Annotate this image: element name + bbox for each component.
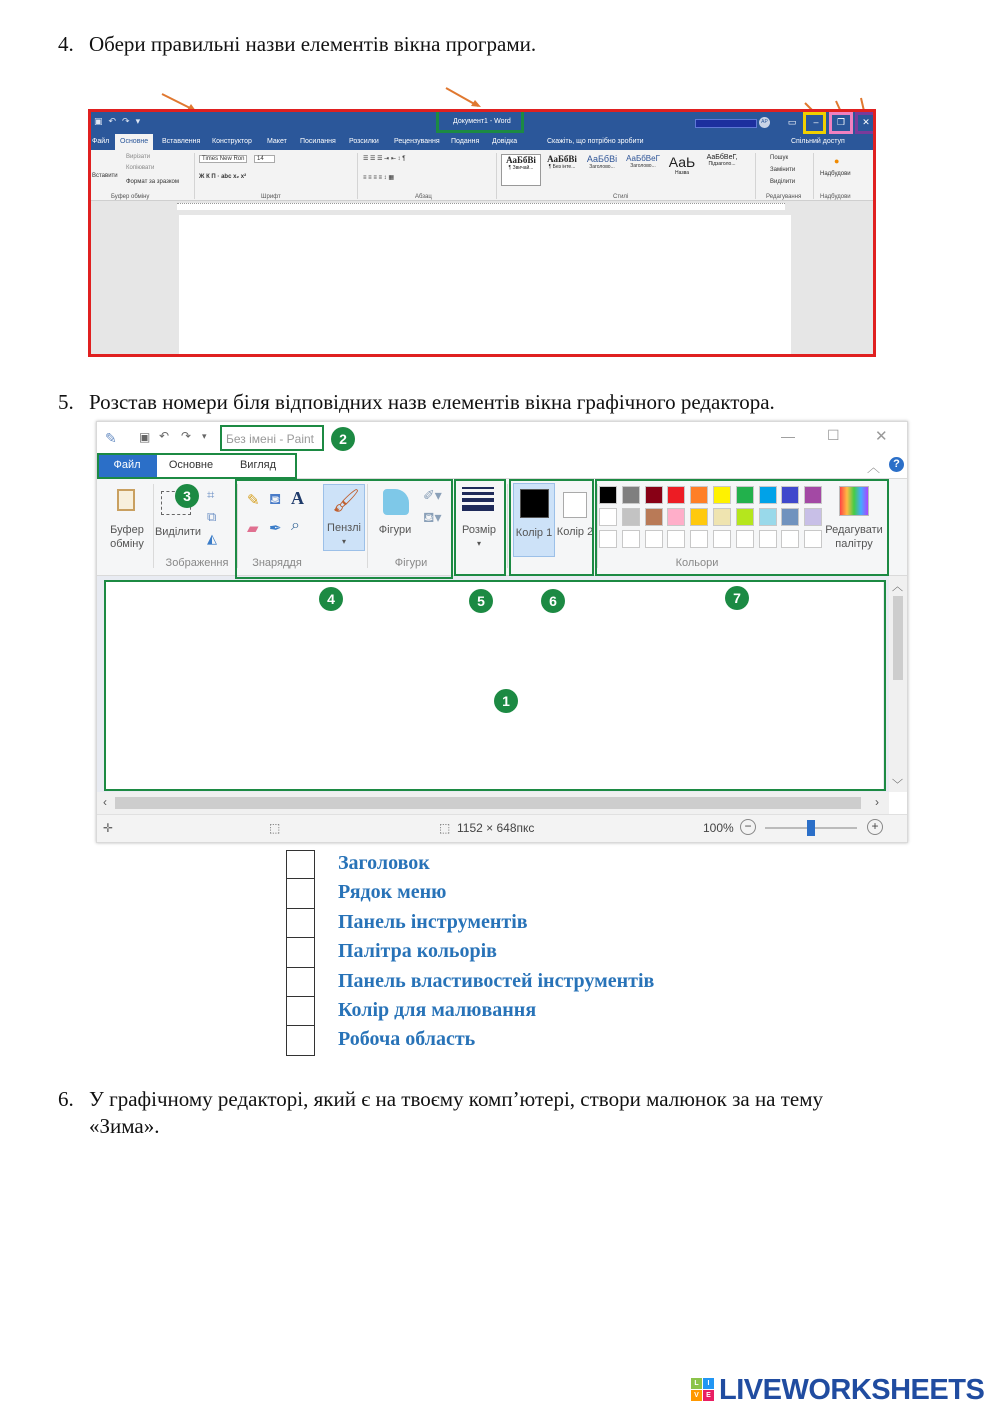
- paste-button[interactable]: Вставити: [92, 173, 118, 179]
- resize-icon[interactable]: ⧉: [207, 509, 217, 524]
- vertical-scrollbar[interactable]: ︿ ﹀: [889, 576, 907, 792]
- addins-button[interactable]: Надбудови: [820, 171, 851, 177]
- fill-shape-icon[interactable]: ⛾▾: [423, 509, 442, 525]
- avatar: AP: [759, 117, 770, 128]
- style-no-spacing[interactable]: АаБбВі ¶ Без інте...: [547, 154, 577, 170]
- fill-icon[interactable]: ⛾: [269, 491, 282, 508]
- select-button[interactable]: Виділити: [154, 526, 202, 538]
- find-button[interactable]: Пошук: [770, 155, 789, 161]
- align-buttons[interactable]: ≡ ≡ ≡ ≡ ↕ ▦: [363, 175, 395, 181]
- answer-label: Панель властивостей інструментів: [338, 969, 655, 992]
- question-number: 4.: [58, 32, 74, 56]
- answer-label: Панель інструментів: [338, 910, 528, 933]
- answer-input[interactable]: [286, 879, 315, 908]
- question-text: Обери правильні назви елементів вікна програми.: [89, 32, 537, 56]
- zoom-thumb[interactable]: [807, 820, 815, 836]
- paint-window-screenshot: [96, 421, 908, 843]
- undo-icon[interactable]: ↶: [159, 429, 170, 443]
- cut-button[interactable]: Вирізати: [126, 154, 151, 160]
- zoom-in-button[interactable]: +: [867, 819, 883, 835]
- word-ribbon: [91, 150, 873, 201]
- shapes-button[interactable]: Фігури: [378, 524, 412, 536]
- highlight-tools: [235, 479, 453, 579]
- badge-2: 2: [331, 427, 355, 451]
- menu-home[interactable]: Основне: [115, 134, 153, 150]
- logo-text: LIVEWORKSHEETS: [719, 1374, 985, 1406]
- restore-highlight: [829, 112, 853, 134]
- logo-cubes-icon: L I V E: [691, 1378, 715, 1402]
- answer-label: Палітра кольорів: [338, 940, 497, 963]
- answer-label: Колір для малювання: [338, 998, 537, 1021]
- answer-label: Заголовок: [338, 852, 430, 874]
- tools-group-label: Знаряддя: [252, 557, 302, 569]
- question-number: 6.: [58, 1087, 74, 1111]
- badge-5: 5: [469, 589, 493, 613]
- size-button[interactable]: Розмір: [461, 524, 496, 536]
- font-group-label: Шрифт: [261, 194, 281, 200]
- zoom-out-button[interactable]: −: [740, 819, 756, 835]
- menu-references[interactable]: Посилання: [300, 138, 336, 145]
- zoom-slider[interactable]: [765, 827, 857, 829]
- word-ruler: [91, 201, 873, 211]
- answer-input[interactable]: [286, 938, 315, 967]
- color2-button[interactable]: Колір 2: [555, 483, 595, 555]
- help-icon[interactable]: ?: [889, 457, 904, 472]
- font-size-box[interactable]: 14: [254, 155, 275, 163]
- menu-layout[interactable]: Макет: [267, 138, 287, 145]
- addins-group-label: Надбудови: [820, 194, 851, 200]
- paint-ribbon: Буфер обміну Виділити ⌗ ⧉ ◭ Зображення ✎ ⛾ A ▰ ✒ ⌕ Знаряддя 🖌 Пензлі ▾ Фігури ✐▾ ⛾▾ Фігури Розмір ▾ Колір 1 Колір 2 Редагувати палітру Кольори: [97, 479, 907, 576]
- question-text: Розстав номери біля відповідних назв елементів вікна графічного редактора.: [89, 390, 775, 414]
- menu-mailings[interactable]: Розсилки: [349, 138, 379, 145]
- status-bar: [97, 814, 907, 843]
- rotate-icon[interactable]: ◭: [207, 531, 217, 546]
- replace-button[interactable]: Замінити: [770, 167, 796, 173]
- tab-home[interactable]: Основне: [168, 459, 214, 471]
- badge-4: 4: [319, 587, 343, 611]
- paint-app-icon: ✎: [105, 430, 117, 446]
- cursor-position-icon: ✛: [103, 821, 114, 835]
- clipboard-icon: [117, 489, 135, 511]
- styles-group-label: Стилі: [613, 194, 629, 200]
- menu-file[interactable]: Файл: [92, 138, 110, 145]
- badge-7: 7: [725, 586, 749, 610]
- close-button[interactable]: ✕: [862, 117, 870, 127]
- highlight-canvas: [104, 580, 886, 791]
- title-highlight: [436, 109, 524, 133]
- badge-3: 3: [175, 484, 199, 508]
- edit-palette-button[interactable]: Редагувати палітру: [825, 524, 883, 550]
- image-group-label: Зображення: [165, 557, 229, 569]
- badge-1: 1: [494, 689, 518, 713]
- highlight-menu: [97, 453, 297, 479]
- arrow-icon: [444, 86, 484, 110]
- maximize-button[interactable]: ☐: [827, 427, 840, 443]
- style-heading1[interactable]: АаБбВі Заголово...: [586, 154, 618, 170]
- outline-icon[interactable]: ✐▾: [423, 487, 442, 503]
- answer-input[interactable]: [286, 909, 315, 938]
- question-text: У графічному редакторі, який є на твоєму комп’ютері, створи малюнок за на тему: [89, 1087, 824, 1111]
- palette-group-label: Кольори: [675, 557, 719, 569]
- select-button[interactable]: Виділити: [770, 179, 796, 185]
- eraser-icon[interactable]: ▰: [247, 520, 259, 537]
- brush-icon: 🖌: [332, 488, 360, 513]
- clipboard-button[interactable]: Буфер обміну: [110, 524, 144, 550]
- brushes-button[interactable]: 🖌 Пензлі ▾: [323, 484, 365, 551]
- style-normal[interactable]: АаБбВі ¶ Звичай...: [501, 154, 541, 186]
- account-bar: [695, 119, 757, 128]
- clipboard-group-label: Буфер обміну: [111, 194, 150, 200]
- restore-button[interactable]: ❐: [836, 117, 846, 127]
- highlight-title: [220, 425, 324, 451]
- menu-insert[interactable]: Вставлення: [162, 138, 201, 145]
- paragraph-group-label: Абзац: [415, 194, 432, 200]
- minimize-highlight: [803, 112, 826, 134]
- customize-icon[interactable]: ▾: [202, 431, 207, 441]
- magnifier-icon[interactable]: ⌕: [291, 517, 300, 534]
- close-button[interactable]: ✕: [875, 428, 888, 445]
- crop-icon[interactable]: ⌗: [207, 487, 215, 502]
- answer-input[interactable]: [286, 1026, 315, 1055]
- answer-label: Рядок меню: [338, 881, 447, 904]
- horizontal-scrollbar[interactable]: ‹ ›: [97, 792, 889, 814]
- word-menu-bar: [91, 134, 873, 150]
- minimize-button[interactable]: –: [813, 117, 819, 127]
- question-text-continued: «Зима».: [89, 1114, 160, 1138]
- text-icon[interactable]: A: [291, 488, 304, 508]
- menu-design[interactable]: Конструктор: [212, 138, 252, 145]
- image-dimensions: 1152 × 648пкс: [457, 821, 535, 835]
- highlight-size: [454, 479, 506, 576]
- shapes-group-label: Фігури: [394, 557, 428, 569]
- style-heading2[interactable]: АаБбВеГ Заголово...: [626, 154, 660, 169]
- question-6: [58, 1086, 938, 1140]
- editing-group-label: Редагування: [766, 194, 802, 200]
- tab-view[interactable]: Вигляд: [239, 459, 277, 471]
- quick-access-icons: ▣↶↷▾: [94, 116, 147, 126]
- paragraph-buttons[interactable]: ☰ ☰ ☰ ⇥ ⇤ ↕ ¶: [363, 156, 406, 162]
- ribbon-display-icon[interactable]: ▭: [787, 117, 797, 127]
- badge-6: 6: [541, 589, 565, 613]
- addins-dot-icon: ●: [834, 156, 840, 166]
- minimize-button[interactable]: —: [781, 428, 795, 444]
- image-size-icon: ⬚: [439, 821, 451, 835]
- selection-size-icon: ⬚: [269, 821, 281, 835]
- question-4: [58, 31, 938, 58]
- highlight-colors: [509, 479, 594, 576]
- question-5: [58, 389, 938, 416]
- font-name-box[interactable]: Times New Ron: [199, 155, 247, 163]
- word-window-screenshot: [88, 109, 876, 357]
- word-window-title: Документ1 - Word: [453, 118, 511, 125]
- menu-tell-me[interactable]: Скажіть, що потрібно зробити: [547, 138, 644, 145]
- color-picker-icon[interactable]: ✒: [269, 520, 282, 537]
- font-format-buttons[interactable]: Ж К П · abc x₂ x²: [199, 174, 247, 180]
- question-number: 5.: [58, 390, 74, 414]
- answer-input[interactable]: [286, 968, 315, 997]
- close-highlight: [855, 112, 876, 134]
- zoom-level: 100%: [703, 821, 734, 835]
- format-painter-button[interactable]: Формат за зразком: [126, 179, 179, 185]
- collapse-ribbon-icon[interactable]: ︿: [867, 460, 881, 475]
- copy-button[interactable]: Копіювати: [126, 165, 155, 171]
- pencil-icon[interactable]: ✎: [247, 492, 260, 509]
- highlight-palette: [595, 479, 889, 576]
- menu-share[interactable]: Спільний доступ: [791, 138, 845, 145]
- paint-window-title: Без імені - Paint: [226, 432, 315, 446]
- color1-button[interactable]: Колір 1: [513, 483, 555, 557]
- answer-input[interactable]: [286, 997, 315, 1026]
- word-document-page[interactable]: [179, 215, 791, 355]
- style-subtitle[interactable]: АаБбВеГ, Підзаголо...: [706, 154, 738, 167]
- answer-input[interactable]: [286, 850, 315, 879]
- menu-review[interactable]: Рецензування: [394, 138, 440, 145]
- answer-label: Робоча область: [338, 1028, 476, 1051]
- save-icon[interactable]: ▣: [139, 430, 151, 444]
- menu-view[interactable]: Подання: [451, 138, 480, 145]
- redo-icon[interactable]: ↷: [181, 429, 192, 443]
- menu-help[interactable]: Довідка: [492, 138, 518, 145]
- tab-file[interactable]: Файл: [97, 453, 157, 478]
- style-title[interactable]: АаЬ Назва: [668, 154, 696, 176]
